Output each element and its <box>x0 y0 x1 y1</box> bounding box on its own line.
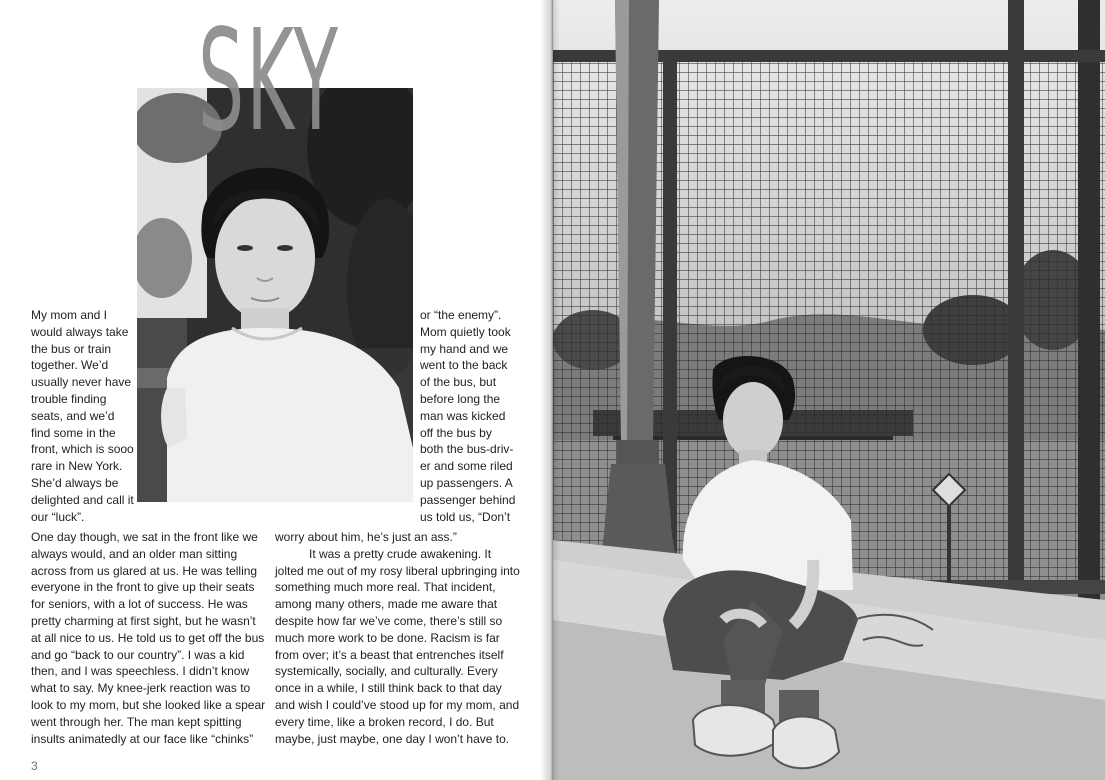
text-column-bottom-left <box>31 529 267 747</box>
page-gutter-shadow <box>540 0 560 780</box>
text-column-bottom-right <box>275 529 521 747</box>
text-column-top-left <box>31 307 135 525</box>
paragraph: worry about him, he’s just an ass.” <box>275 530 457 544</box>
full-page-photo <box>553 0 1105 780</box>
text-column-top-right <box>420 307 516 525</box>
paragraph: or “the enemy”. Mom quietly took my hand and we went to the back of the bus, but before long the man was kicked off the bus by both the bus-driv-er and some riled up passengers. A passenger behind us told us, “Don’t <box>420 308 516 524</box>
article-title: SKY <box>198 0 341 163</box>
paragraph: It was a pretty crude awakening. It jolted me out of my rosy liberal upbringing into something much more real. That incident, among many others, made me aware that despite how far we’ve come, there’s still so much more work to be done. Racism is far from over; it’s a beast that entrenches itself systemically, socially, and culturally. Every once in a while, I still think back to that day and wish I could’ve stood up for my mom, and every time, like a broken record, I do. But maybe, just maybe, one day I won’t have to. <box>275 546 520 746</box>
left-page <box>0 0 552 780</box>
paragraph: One day though, we sat in the front like we always would, and an older man sitting across from us glared at us. He was telling everyone in the front to give up their seats for seniors, with a lot of success. He was pretty charming at first sight, but he wasn’t at all nice to us. He told us to get off the bus and go “back to our country”. I was a kid then, and I was speechless. I didn’t know what to say. My knee-jerk reaction was to look to my mom, but she looked like a spear went through her. The man kept spitting insults animatedly at our face like “chinks” <box>31 530 266 746</box>
paragraph: My mom and I would always take the bus or train together. We’d usually never have trouble finding seats, and we’d find some in the front, which is sooo rare in New York. She’d always be delighted and call it our “luck”. <box>31 308 134 524</box>
page-number: 3 <box>31 759 38 773</box>
right-page <box>553 0 1105 780</box>
